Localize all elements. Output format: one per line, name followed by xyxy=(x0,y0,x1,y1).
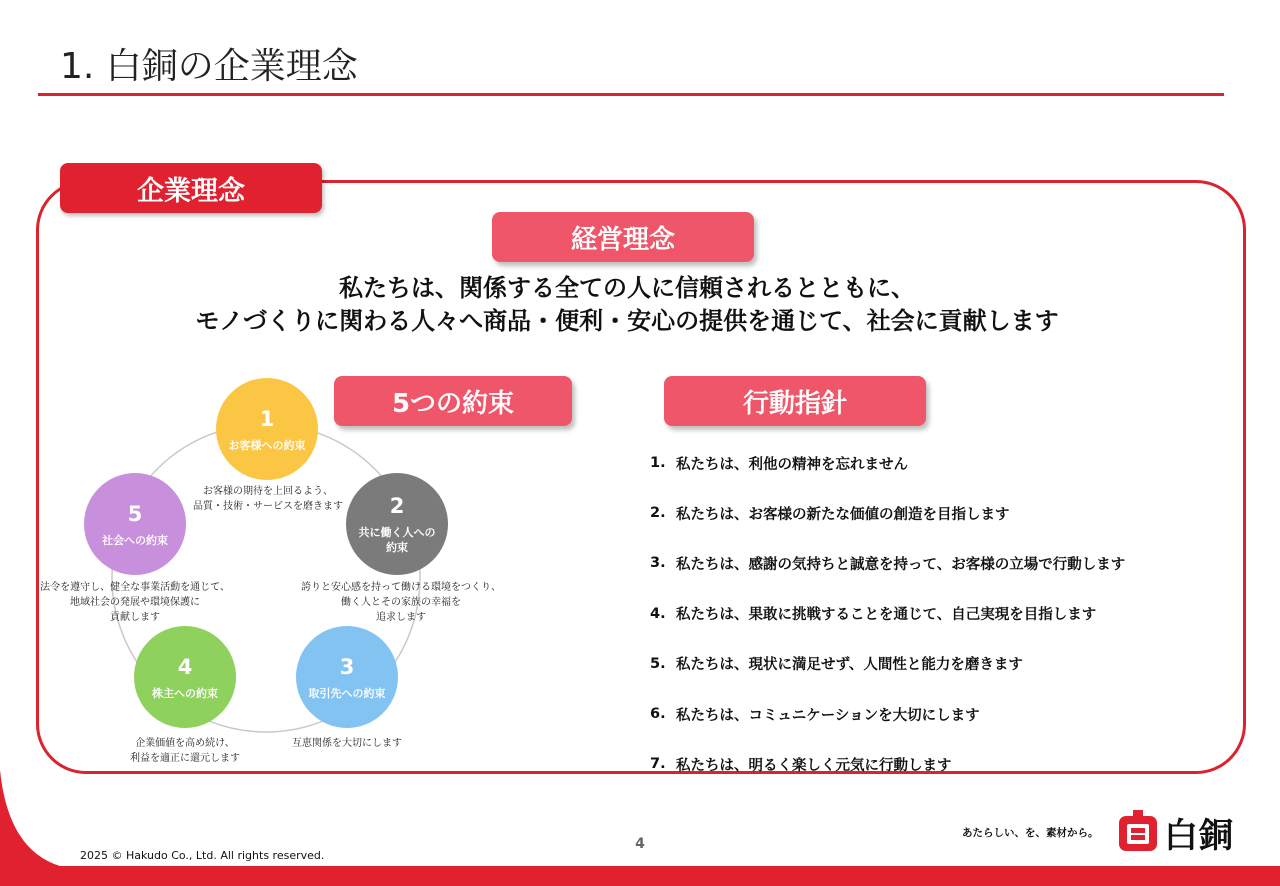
action-guidelines-label: 行動指針 xyxy=(664,376,926,426)
list-item xyxy=(650,538,1125,588)
company-logo-icon xyxy=(1118,810,1158,852)
item-text: 私たちは、利他の精神を忘れません xyxy=(676,456,908,473)
list-item xyxy=(650,689,1125,739)
item-text: 私たちは、明るく楽しく元気に行動します xyxy=(676,757,952,774)
philosophy-line-2: モノづくりに関わる人々へ商品・便利・安心の提供を通じて、社会に貢献します xyxy=(195,307,1059,335)
description-line: 貢献します xyxy=(110,612,160,623)
promise-title: お客様への約束 xyxy=(228,438,306,452)
promise-1-description xyxy=(188,484,348,514)
description-line: 利益を適正に還元します xyxy=(130,753,240,764)
item-text: 私たちは、果敢に挑戦することを通じて、自己実現を目指します xyxy=(676,607,1097,624)
list-item xyxy=(650,639,1125,689)
copyright-text: 2025 © Hakudo Co., Ltd. All rights reserved. xyxy=(80,849,325,862)
promise-title: 株主への約束 xyxy=(152,686,218,700)
list-item xyxy=(650,589,1125,639)
description-line: 互恵関係を大切にします xyxy=(292,738,402,749)
item-number: 4. xyxy=(650,605,666,622)
promise-4-bubble xyxy=(134,626,236,728)
promise-2-description xyxy=(296,580,506,625)
item-text: 私たちは、感謝の気持ちと誠意を持って、お客様の立場で行動します xyxy=(676,556,1126,573)
section-tab: 企業理念 xyxy=(60,163,322,213)
description-line: 企業価値を高め続け、 xyxy=(135,738,235,749)
page-title: 1. 白銅の企業理念 xyxy=(60,46,358,87)
promise-number: 3 xyxy=(339,654,355,679)
promise-number: 1 xyxy=(259,406,275,431)
promise-title: 社会への約束 xyxy=(102,533,168,547)
list-item xyxy=(650,739,1125,789)
page-number: 4 xyxy=(635,836,645,852)
description-line: 品質・技術・サービスを磨きます xyxy=(193,501,343,512)
description-line: 地域社会の発展や環境保護に xyxy=(70,597,200,608)
philosophy-line-1: 私たちは、関係する全ての人に信頼されるとともに、 xyxy=(339,274,915,302)
item-number: 6. xyxy=(650,706,666,723)
item-number: 7. xyxy=(650,756,666,773)
promise-title xyxy=(359,525,436,555)
promise-5-description xyxy=(30,580,240,625)
promise-4-description xyxy=(112,736,258,766)
item-number: 1. xyxy=(650,455,666,472)
item-text: 私たちは、現状に満足せず、人間性と能力を磨きます xyxy=(676,657,1023,674)
company-logo-text: 白銅 xyxy=(1164,816,1234,856)
description-line: 追求します xyxy=(376,612,426,623)
promise-5-bubble xyxy=(84,473,186,575)
promise-number: 5 xyxy=(127,501,143,526)
item-number: 5. xyxy=(650,655,666,672)
item-text: 私たちは、お客様の新たな価値の創造を目指します xyxy=(676,506,1010,523)
management-philosophy-label: 経営理念 xyxy=(492,212,754,262)
promise-title-line: 共に働く人への xyxy=(358,526,436,539)
item-text: 私たちは、コミュニケーションを大切にします xyxy=(676,707,980,724)
action-guidelines-list xyxy=(650,438,1125,789)
brand-tagline: あたらしい、を、素材から。 xyxy=(962,827,1099,839)
description-line: 誇りと安心感を持って働ける環境をつくり、 xyxy=(301,582,501,593)
five-promises-label: 5つの約束 xyxy=(334,376,572,426)
description-line: 働く人とその家族の幸福を xyxy=(341,597,461,608)
footer-bar xyxy=(0,866,1280,886)
promise-1-bubble xyxy=(216,378,318,480)
promise-3-bubble xyxy=(296,626,398,728)
promise-number: 4 xyxy=(177,654,193,679)
promise-title: 取引先への約束 xyxy=(308,686,386,700)
description-line: お客様の期待を上回るよう、 xyxy=(203,486,333,497)
item-number: 3. xyxy=(650,555,666,572)
list-item xyxy=(650,488,1125,538)
promise-title-line: 約束 xyxy=(386,541,408,554)
promise-number: 2 xyxy=(389,494,405,518)
description-line: 法令を遵守し、健全な事業活動を通じて、 xyxy=(40,582,230,593)
promise-3-description xyxy=(282,736,412,751)
list-item xyxy=(650,438,1125,488)
item-number: 2. xyxy=(650,505,666,522)
promise-2-bubble xyxy=(346,473,448,575)
